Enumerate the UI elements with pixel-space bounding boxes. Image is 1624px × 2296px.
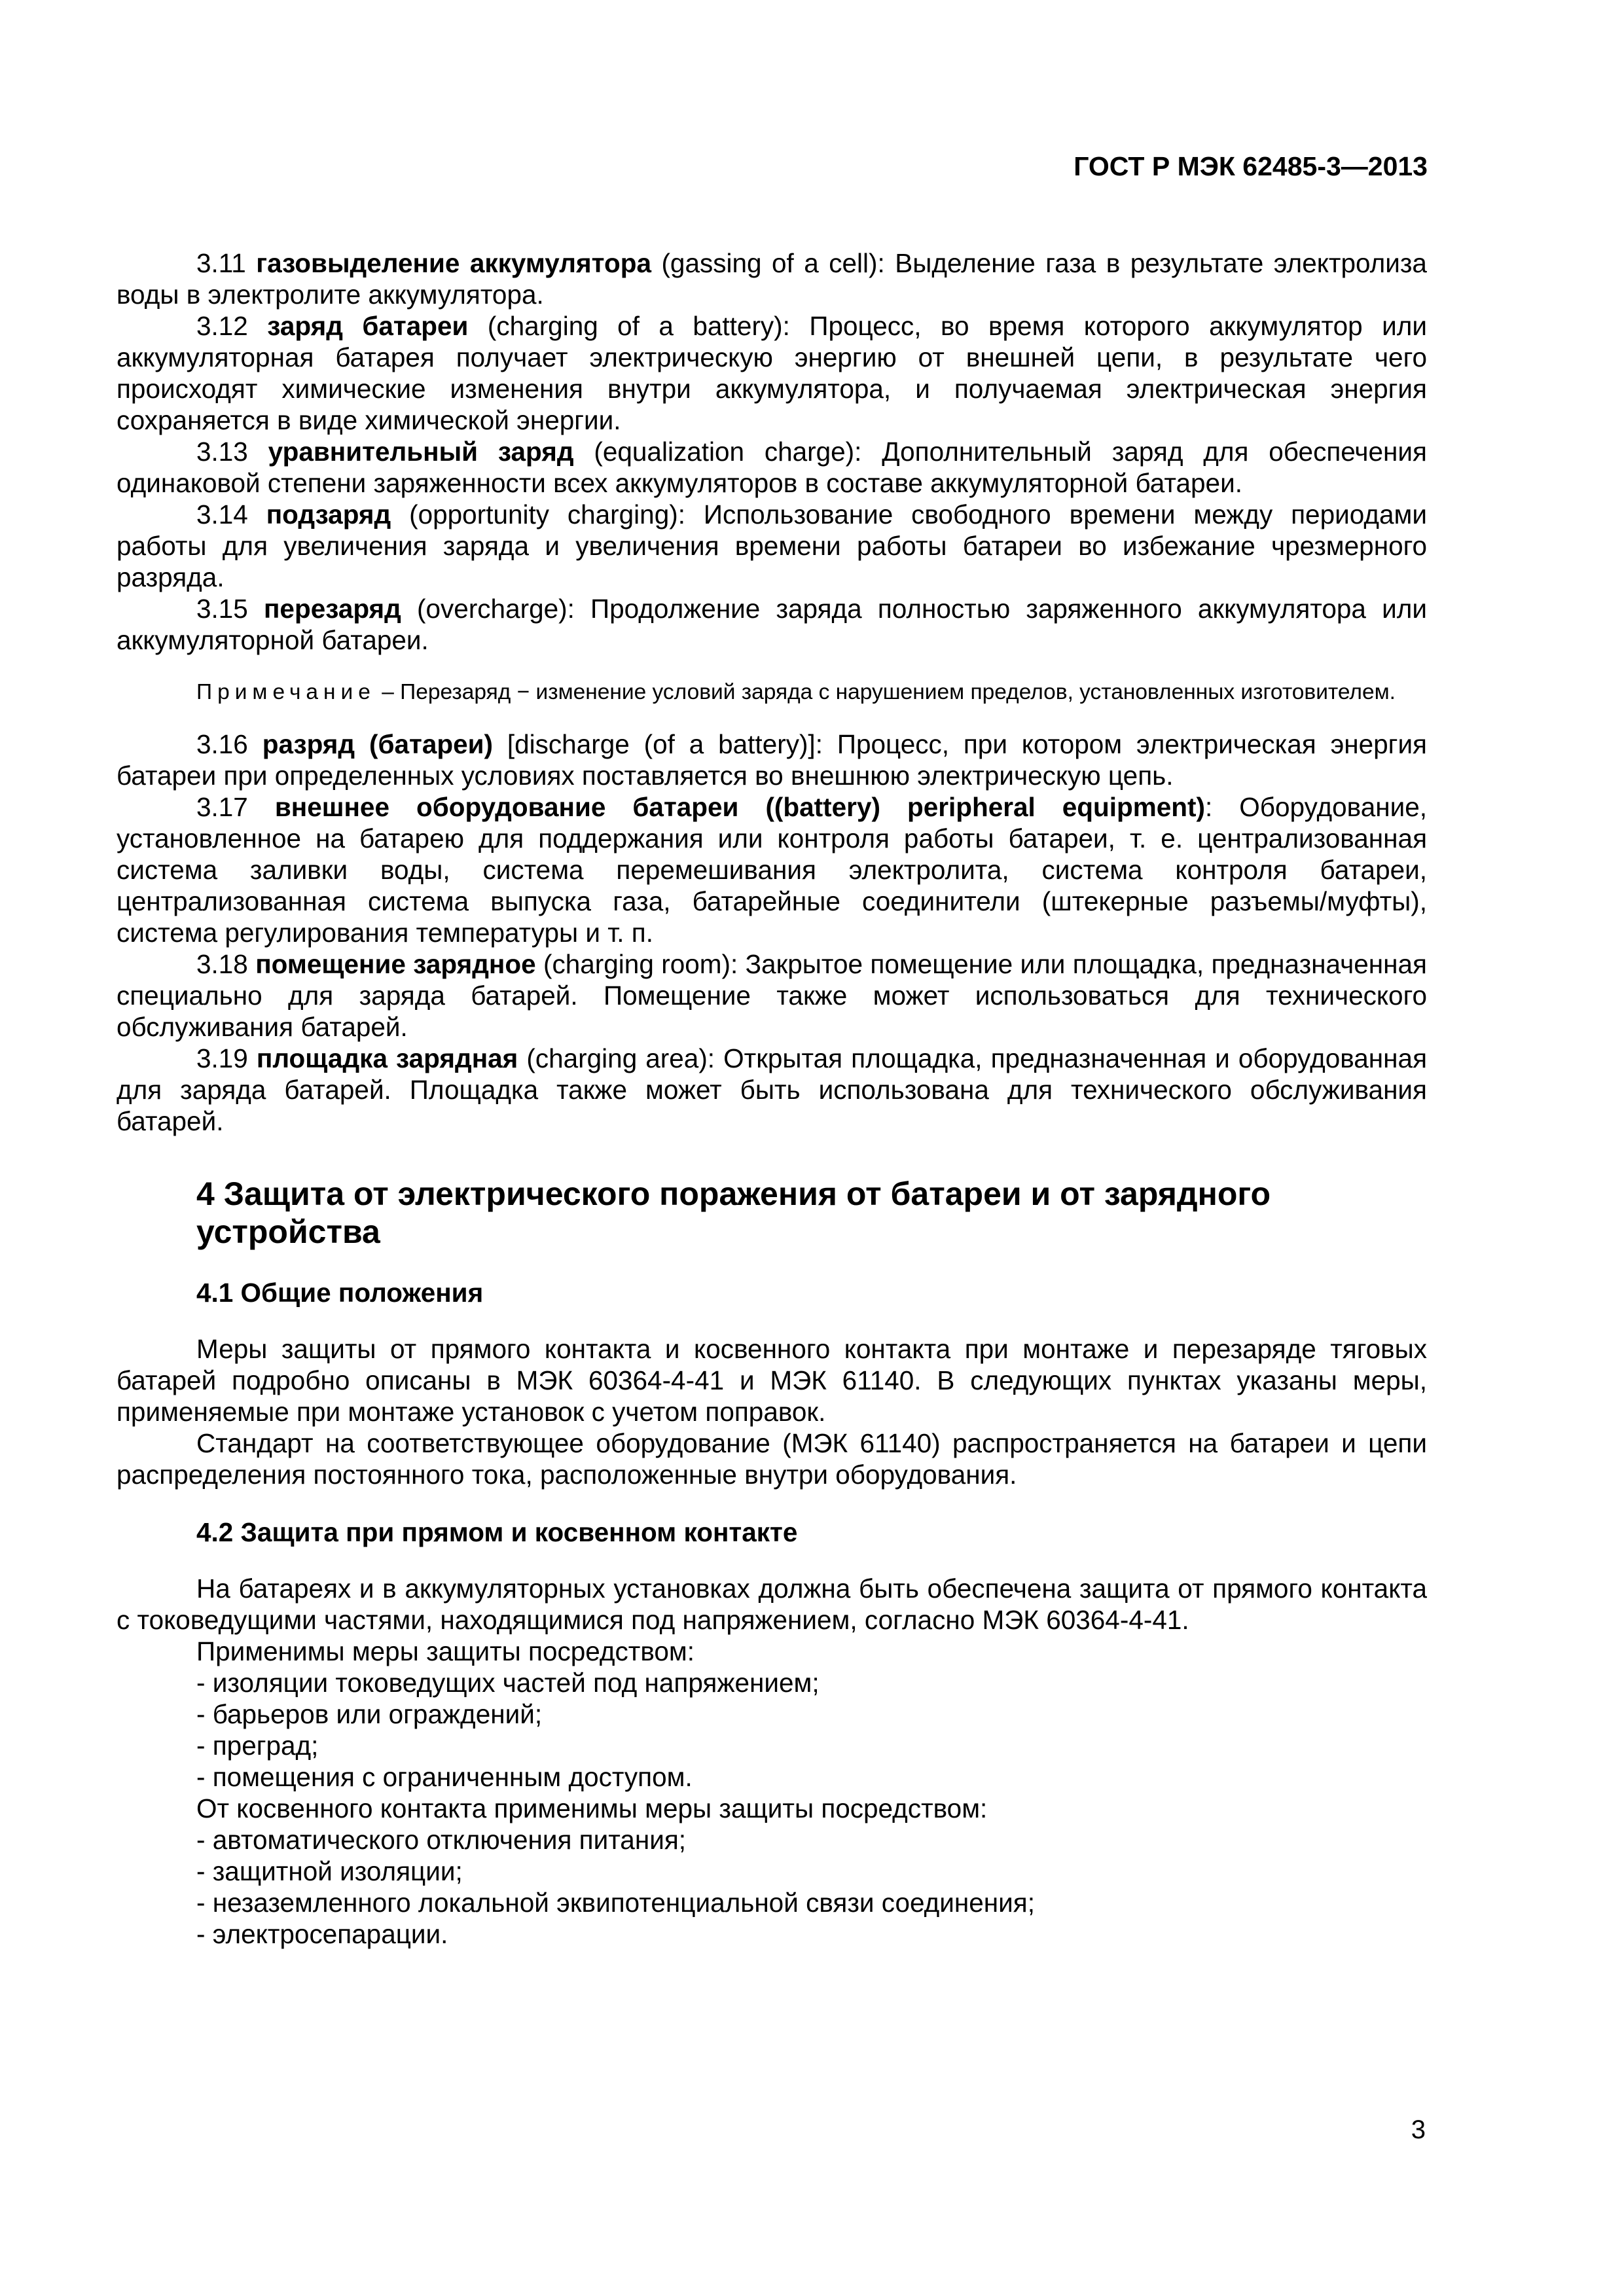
definition-3-19 <box>117 1043 1427 1137</box>
list-item: - помещения с ограниченным доступом. <box>196 1762 693 1792</box>
definition-english: (gassing of a cell): <box>661 248 885 278</box>
definition-text: Процесс, во время которого аккумулятор или аккумуляторная батарея получает электрическую энергию от внешней цепи, в результате чего происходят химические изменения внутри аккумулятора, и получаемая электрическая энергия сохраняется в виде химической энергии. <box>117 311 1428 435</box>
section-4-2-heading: 4.2 Защита при прямом и косвенном контакте <box>196 1517 798 1547</box>
definition-term: перезаряд <box>263 594 401 624</box>
note-paragraph <box>117 678 1427 706</box>
definition-3-13 <box>117 436 1427 499</box>
definition-english: (opportunity charging): <box>409 499 685 529</box>
definition-number: 3.13 <box>196 437 248 467</box>
definition-number: 3.17 <box>196 792 248 822</box>
definition-term: площадка зарядная <box>256 1043 518 1073</box>
definition-text: Процесс, при котором электрическая энергия батареи при определенных условиях поставляется во внешнюю электрическую цепь. <box>117 729 1427 791</box>
section-4-heading: 4 Защита от электрического поражения от батареи и от зарядного устройства <box>196 1175 1271 1250</box>
definition-text: Дополнительный заряд для обеспечения одинаковой степени заряженности всех аккумуляторов в составе аккумуляторной батареи. <box>117 437 1427 498</box>
definition-english: [discharge (of a battery)]: <box>507 729 823 759</box>
definition-number: 3.14 <box>196 499 248 529</box>
page-number: 3 <box>1411 2115 1426 2144</box>
definition-number: 3.15 <box>196 594 248 624</box>
indirect-contact-intro: От косвенного контакта применимы меры защиты посредством: <box>196 1793 988 1823</box>
definition-english: (charging area): <box>526 1043 715 1073</box>
definition-term: заряд батареи <box>267 311 469 341</box>
definition-number: 3.16 <box>196 729 248 759</box>
definition-3-18 <box>117 948 1427 1043</box>
standard-header: ГОСТ Р МЭК 62485-3—2013 <box>1074 151 1428 181</box>
definition-number: 3.18 <box>196 949 248 979</box>
section-4-1-heading: 4.1 Общие положения <box>196 1278 484 1308</box>
section-4-1-paragraph-1: Меры защиты от прямого контакта и косвенного контакта при монтаже и перезаряде тяговых батарей подробно описаны в МЭК 60364-4-41 и МЭК 61140. В следующих пунктах указаны меры, применяемые при монтаже установок с учетом поправок. <box>117 1334 1427 1427</box>
page-content <box>117 247 1427 1950</box>
definition-text: Закрытое помещение или площадка, предназначенная специально для заряда батарей. Помещение также может использоваться для технического обслуживания батарей. <box>117 949 1427 1042</box>
section-4-1-paragraph-2: Стандарт на соответствующее оборудование (МЭК 61140) распространяется на батареи и цепи распределения постоянного тока, расположенные внутри оборудования. <box>117 1428 1427 1490</box>
definition-term: помещение зарядное <box>255 949 536 979</box>
list-item: - незаземленного локальной эквипотенциальной связи соединения; <box>196 1888 1035 1918</box>
definition-english: : <box>1205 792 1213 822</box>
definition-3-17 <box>117 791 1427 948</box>
definition-english: (equalization charge): <box>594 437 862 467</box>
definition-english: (charging room): <box>543 949 738 979</box>
note-text: – Перезаряд − изменение условий заряда с нарушением пределов, установленных изготовителем. <box>375 680 1396 704</box>
definition-3-14 <box>117 499 1427 593</box>
definition-text: Оборудование, установленное на батарею для поддержания или контроля работы батареи, т. е. централизованная система заливки воды, система перемешивания электролита, система контроля батареи, централизованная система выпуска газа, батарейные соединители (штекерные разъемы/муфты), система регулирования температуры и т. п. <box>117 792 1427 948</box>
definition-number: 3.11 <box>196 248 246 278</box>
definition-text: Открытая площадка, предназначенная и оборудованная для заряда батарей. Площадка также может быть использована для технического обслуживания батарей. <box>117 1043 1427 1136</box>
definition-english: (charging of a battery): <box>487 311 790 341</box>
definition-3-15 <box>117 593 1427 656</box>
list-item: - изоляции токоведущих частей под напряжением; <box>196 1668 820 1698</box>
section-4-2-paragraph-1: На батареях и в аккумуляторных установках должна быть обеспечена защита от прямого контакта с токоведущими частями, находящимися под напряжением, согласно МЭК 60364-4-41. <box>117 1573 1427 1635</box>
definition-text: Выделение газа в результате электролиза воды в электролите аккумулятора. <box>117 248 1427 310</box>
definition-term: газовыделение аккумулятора <box>256 248 651 278</box>
list-item: - автоматического отключения питания; <box>196 1825 687 1855</box>
definition-text: Продолжение заряда полностью заряженного аккумулятора или аккумуляторной батареи. <box>117 594 1427 655</box>
list-item: - защитной изоляции; <box>196 1856 463 1886</box>
definition-number: 3.19 <box>196 1043 248 1073</box>
definition-3-12 <box>117 310 1427 436</box>
list-item: - электросепарации. <box>196 1919 448 1949</box>
definition-3-11 <box>117 247 1427 310</box>
list-item: - барьеров или ограждений; <box>196 1699 543 1729</box>
definition-term: внешнее оборудование батареи ((battery) peripheral equipment) <box>274 792 1206 822</box>
definition-term: уравнительный заряд <box>268 437 574 467</box>
definition-english: (overcharge): <box>417 594 575 624</box>
definition-3-16 <box>117 728 1427 791</box>
direct-contact-intro: Применимы меры защиты посредством: <box>196 1636 695 1666</box>
definition-text: Использование свободного времени между периодами работы для увеличения заряда и увеличения времени работы батареи во избежание чрезмерного разряда. <box>117 499 1427 592</box>
definition-number: 3.12 <box>196 311 248 341</box>
definition-term: разряд (батареи) <box>262 729 494 759</box>
list-item: - преград; <box>196 1731 319 1761</box>
definition-term: подзаряд <box>266 499 391 529</box>
note-label: Примечание <box>196 680 376 704</box>
